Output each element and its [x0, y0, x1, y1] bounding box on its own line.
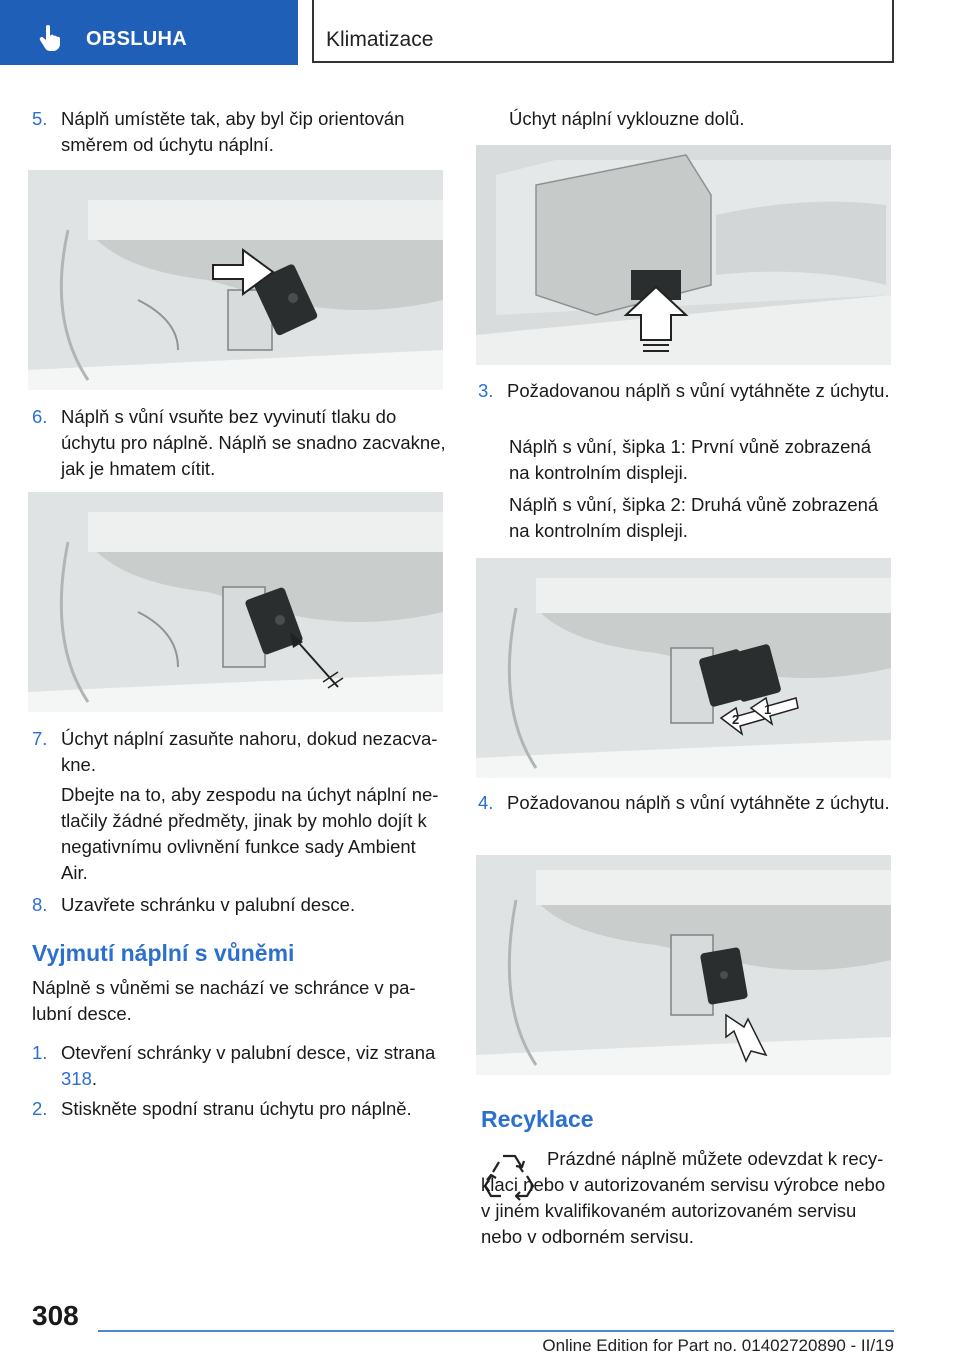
section-title: Klimatizace: [326, 28, 434, 51]
figure-remove-cartridge: [476, 855, 891, 1075]
step-text: Stiskněte spodní stranu úchytu pro náplně.: [61, 1098, 412, 1119]
step-3-note-1: Náplň s vůní, šipka 1: První vůně zobrazená na kontrolním displeji.: [509, 436, 871, 483]
figure-insert-cartridge: [28, 492, 443, 712]
step-3-note-2: Náplň s vůní, šipka 2: Druhá vůně zobrazená na kontrolním displeji.: [509, 494, 879, 541]
figure-insert-orientation: [28, 170, 443, 390]
figure-cartridge-arrows: [476, 558, 891, 778]
step-number: 5.: [32, 108, 48, 129]
section-intro-removal: Náplně s vůněmi se nachází ve schránce v palubní desce.: [32, 977, 416, 1024]
step-number: 8.: [32, 894, 48, 915]
right-intro: Úchyt náplní vyklouzne dolů.: [509, 108, 745, 129]
hand-pointer-icon: [38, 24, 64, 52]
recycle-text: Prázdné náplně můžete odevzdat k recyklaci nebo v autorizovaném servisu výrobce nebo v jiném kvalifikovaném autorizovaném servisu nebo v odborném servisu.: [481, 1148, 886, 1247]
step-number: 3.: [478, 380, 494, 401]
step-text: Požadovanou náplň s vůní vytáhněte z úchytu.: [507, 792, 890, 813]
header-section: [312, 0, 894, 63]
arrow-label-2: 2: [732, 712, 740, 727]
footer-edition: Online Edition for Part no. 01402720890 - II/19: [542, 1336, 894, 1355]
section-heading-removal: Vyjmutí náplní s vůněmi: [32, 940, 295, 966]
step-number: 4.: [478, 792, 494, 813]
step-text: Náplň umístěte tak, aby byl čip orientován směrem od úchytu náplní.: [61, 108, 405, 155]
step-number: 6.: [32, 406, 48, 427]
step-number: 1.: [32, 1042, 48, 1063]
step-text: Náplň s vůní vsuňte bez vyvinutí tlaku do úchytu pro náplně. Náplň se snadno zacvakne, jak je hmatem cítit.: [61, 406, 446, 479]
section-heading-recycling: Recyklace: [481, 1106, 594, 1132]
figure-holder-slides-down: [476, 145, 891, 365]
step-1-text-end: .: [91, 1068, 98, 1089]
step-text: Uzavřete schránku v palubní desce.: [61, 894, 356, 915]
step-number: 7.: [32, 728, 48, 749]
step-1-text: Otevření schránky v palubní desce, viz strana: [61, 1042, 436, 1063]
arrow-label-1: 1: [764, 702, 772, 717]
header-tab-label: OBSLUHA: [86, 28, 187, 50]
page-number: 308: [32, 1300, 79, 1331]
step-text: [61, 1040, 446, 1092]
step-number: 2.: [32, 1098, 48, 1119]
step-text: Úchyt náplní zasuňte nahoru, dokud nezacvakne.: [61, 728, 438, 775]
header-tab: [0, 0, 298, 65]
footer-divider: [98, 1330, 894, 1332]
page-link-318[interactable]: 318: [61, 1068, 92, 1089]
step-7-note: Dbejte na to, aby zespodu na úchyt náplní netlačily žádné předměty, jinak by mohlo dojít k negativnímu ovlivnění funkce sady Ambient Air.: [61, 784, 439, 883]
step-text: Požadovanou náplň s vůní vytáhněte z úchytu.: [507, 380, 890, 401]
